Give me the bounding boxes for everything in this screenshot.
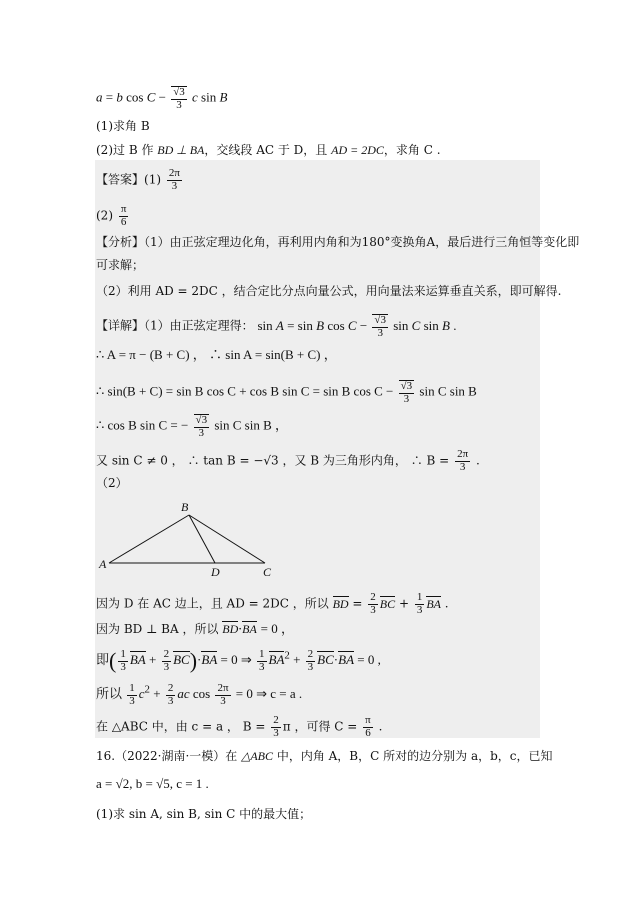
side-ab — [109, 515, 189, 563]
segment-bd — [189, 515, 215, 563]
given-equation: a = b cos C − $\frac{√3}{3}$ c sin B — [96, 86, 228, 111]
detail-line-3: ∴ sin(B + C) = sin B cos C + cos B sin C = sin B cos C − $\frac{√3}{3}$ sin C sin B — [96, 380, 477, 405]
proof-line-4: 所以 $\frac{1}{3}$ $c^2$ + $\frac{2}{3}$ ac cos $\frac{2\pi}{3}$ = 0 ⇒ c = a . — [96, 682, 303, 707]
part-2-label: （2） — [96, 476, 128, 490]
question-16-given: a = √2, b = √5, c = 1 . — [96, 776, 209, 791]
detail-line-1: 【详解】（1）由正弦定理得： sin A = sin B cos C − $\frac{√3}{3}$ sin C sin B . — [96, 314, 457, 339]
label-c: C — [263, 565, 272, 578]
analysis-line-3: （2）利用 AD = 2DC ，结合定比分点向量公式，用向量法来运算垂直关系，即可解得. — [96, 284, 562, 298]
analysis-line-2: 可求解； — [96, 258, 145, 272]
question-2: (2)过 B 作 BD ⊥ BA，交线段 AC 于 D，且 AD = 2DC，求角 C . — [96, 143, 441, 157]
detail-line-2: ∴ A = π − (B + C) ， ∴ sin A = sin(B + C) ， — [96, 347, 337, 362]
proof-line-2: 因为 BD ⊥ BA ，所以 BD·BA = 0 ， — [96, 621, 294, 636]
question-1: (1)求角 B — [96, 119, 150, 133]
answer-line-2: (2) $\frac{\pi}{6}$ — [96, 203, 127, 228]
proof-line-3: 即( $\frac{1}{3}$ BA + $\frac{2}{3}$ BC)·BA = 0 ⇒ $\frac{1}{3}$ $BA^2$ + $\frac{2}{3}$ BC·BA = 0 , — [96, 648, 381, 674]
label-d: D — [211, 565, 220, 578]
question-16-part-1: (1)求 sin A, sin B, sin C 中的最大值； — [96, 807, 312, 821]
side-bc — [189, 515, 265, 563]
proof-line-5: 在 △ABC 中，由 c = a ， B = $\frac{2}{3}$ π ，可得 C = $\frac{\pi}{6}$ . — [96, 714, 383, 739]
detail-line-4: ∴ cos B sin C = − $\frac{√3}{3}$ sin C sin B ， — [96, 414, 289, 439]
detail-line-5: 又 sin C ≠ 0 ， ∴ tan B = −√3 ，又 B 为三角形内角， ∴ B = $\frac{2\pi}{3}$ . — [96, 448, 480, 473]
label-a: A — [99, 557, 107, 571]
question-16: 16.（2022·湖南·一模）在 △ABC 中，内角 A，B，C 所对的边分别为 a，b，c，已知 — [96, 749, 553, 763]
answer-label: 【答案】 — [96, 172, 145, 187]
proof-line-1: 因为 D 在 AC 边上，且 AD = 2DC ，所以 BD = $\frac{2}{3}$ BC + $\frac{1}{3}$ BA . — [96, 591, 449, 616]
analysis-line-1: 【分析】（1）由正弦定理边化角，再利用内角和为180°变换角A，最后进行三角恒等变化即 — [96, 235, 580, 249]
label-b: B — [181, 500, 189, 514]
answer-line-1: 【答案】(1) $\frac{2\pi}{3}$ — [96, 167, 180, 192]
triangle-figure — [95, 498, 285, 578]
